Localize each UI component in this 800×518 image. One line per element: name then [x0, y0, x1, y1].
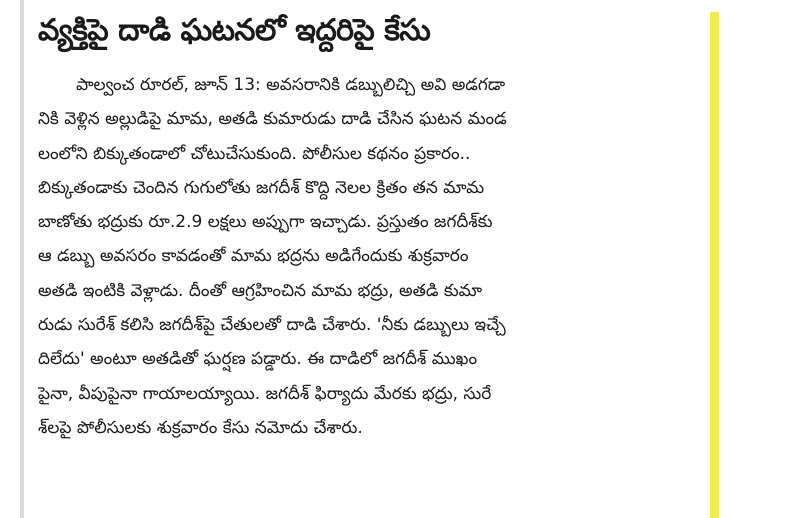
column-divider	[20, 0, 24, 518]
body-line: శ్‌లపై పోలీసులకు శుక్రవారం కేసు నమోదు చేశారు.	[38, 417, 363, 438]
body-line: అతడి ఇంటికి వెళ్లాడు. దీంతో ఆగ్రహించిన మామ భద్రు, అతడి కుమా	[38, 280, 483, 301]
body-line: రుడు సురేశ్ కలిసి జగదీశ్‌పై చేతులతో దాడి చేశారు. 'నీకు డబ్బులు ఇచ్చే	[38, 315, 506, 336]
highlight-bar	[710, 12, 719, 518]
body-line: నికి వెళ్లిన అల్లుడిపై మామ, అతడి కుమారుడు దాడి చేసిన ఘటన మండ	[38, 109, 507, 130]
body-line: పాల్వంచ రూరల్, జూన్ 13: అవసరానికి డబ్బులిచ్చి అవి అడగడా	[76, 75, 506, 95]
article-headline: వ్యక్తిపై దాడి ఘటనలో ఇద్దరిపై కేసు	[38, 13, 431, 48]
body-line: బిక్కుతండాకు చెందిన గుగులోతు జగదీశ్ కొద్ది నెలల క్రితం తన మామ	[38, 177, 485, 198]
body-line: ఆ డబ్బు అవసరం కావడంతో మామ భద్రను అడిగేందుకు శుక్రవారం	[38, 246, 469, 267]
body-line: దిలేదు' అంటూ అతడితో ఘర్షణ పడ్డారు. ఈ దాడిలో జగదీశ్ ముఖం	[38, 349, 478, 370]
body-line: లంలోని బిక్కుతండాలో చోటుచేసుకుంది. పోలీసుల కథనం ప్రకారం..	[38, 143, 471, 164]
body-line: పైనా, వీపుపైనా గాయాలయ్యాయి. జగదీశ్ ఫిర్యాదు మేరకు భద్రు, సురే	[38, 383, 492, 404]
article-body	[38, 68, 698, 445]
news-article	[38, 8, 698, 445]
body-line: బాణోతు భద్రుకు రూ.2.9 లక్షలు అప్పుగా ఇచ్చాడు. ప్రస్తుతం జగదీశ్‌కు	[38, 212, 493, 233]
